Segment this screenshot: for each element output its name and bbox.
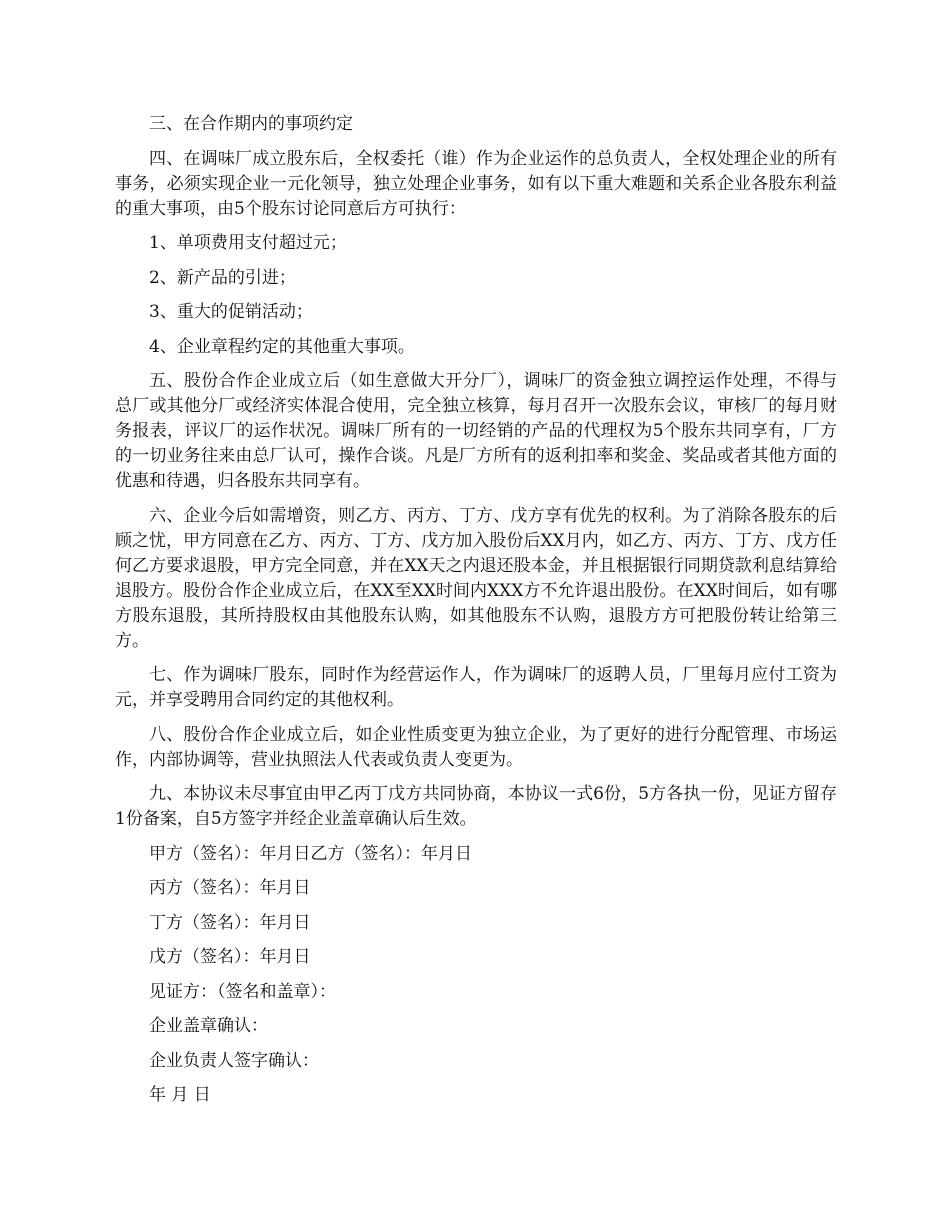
signature-line-jia-yi: 甲方（签名）：年月日乙方（签名）：年月日 xyxy=(149,843,472,864)
date-line: 年 月 日 xyxy=(149,1085,211,1105)
signature-line-ding: 丁方（签名）：年月日 xyxy=(149,912,311,933)
clause-five: 五、股份合作企业成立后（如生意做大开分厂），调味厂的资金独立调控运作处理，不得与总厂或其他分厂或经济实体混合使用，完全独立核算，每月召开一次股东会议，审核厂的每月财务报表，评议厂的运作状况。调味厂所有的一切经销的产品的代理权为5个股东共同享有，厂方的一切业务往来由总厂认可，操作合谈。凡是厂方所有的返利扣率和奖金、奖品或者其他方面的优惠和待遇，归各股东共同享有。 xyxy=(115,371,837,491)
list-item-2: 2、新产品的引进； xyxy=(149,267,296,288)
list-item-3: 3、重大的促销活动； xyxy=(149,302,313,322)
clause-six: 六、企业今后如需增资，则乙方、丙方、丁方、戊方享有优先的权利。为了消除各股东的后顾之忧，甲方同意在乙方、丙方、丁方、戊方加入股份后XX月内，如乙方、丙方、丁方、戊方任何乙方要求退股，甲方完全同意，并在XX天之内退还股本金，并且根据银行同期贷款利息结算给退股方。股份合作企业成立后，在XX至XX时间内XXX方不允许退出股份。在XX时间后，如有哪方股东退股，其所持股权由其他股东认购，如其他股东不认购，退股方方可把股份转让给第三方。 xyxy=(115,505,837,651)
clause-four: 四、在调味厂成立股东后，全权委托（谁）作为企业运作的总负责人，全权处理企业的所有事务，必须实现企业一元化领导，独立处理企业事务，如有以下重大难题和关系企业各股东利益的重大事项，由5个股东讨论同意后方可执行： xyxy=(115,148,837,219)
clause-eight: 八、股份合作企业成立后，如企业性质变更为独立企业，为了更好的进行分配管理、市场运作，内部协调等，营业执照法人代表或负责人变更为。 xyxy=(115,724,837,770)
company-head-signature-line: 企业负责人签字确认： xyxy=(149,1050,319,1071)
signature-line-wu: 戊方（签名）：年月日 xyxy=(149,947,311,967)
list-item-4: 4、企业章程约定的其他重大事项。 xyxy=(149,336,415,357)
list-item-1: 1、单项费用支付超过元； xyxy=(149,233,347,253)
section-heading-three: 三、在合作期内的事项约定 xyxy=(149,114,353,134)
signature-line-bing: 丙方（签名）：年月日 xyxy=(149,878,311,898)
company-seal-line: 企业盖章确认： xyxy=(149,1016,268,1036)
clause-seven: 七、作为调味厂股东，同时作为经营运作人，作为调味厂的返聘人员，厂里每月应付工资为元，并享受聘用合同约定的其他权利。 xyxy=(115,665,837,710)
witness-line: 见证方：（签名和盖章）： xyxy=(149,981,336,1002)
clause-nine: 九、本协议未尽事宜由甲乙丙丁戊方共同协商，本协议一式6份，5方各执一份，见证方留存1份备案，自5方签字并经企业盖章确认后生效。 xyxy=(115,784,837,829)
document-body xyxy=(115,112,837,1118)
